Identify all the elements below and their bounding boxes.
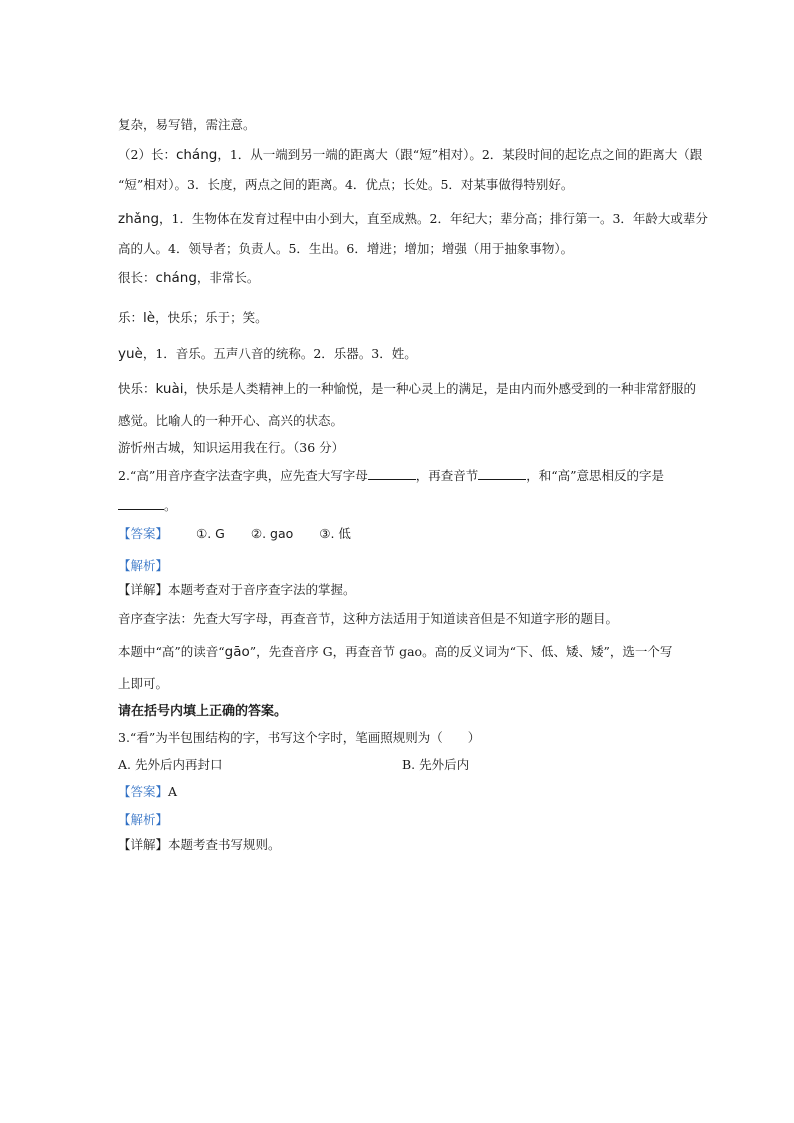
answer-tag: 【答案】 <box>118 526 169 541</box>
text-line <box>118 176 678 194</box>
text: 快乐： <box>118 381 156 396</box>
analysis-line <box>118 811 678 829</box>
text-line <box>118 380 697 398</box>
text: 音序查字法：先查大写字母，再查音节，这种方法适用于知道读音但是不知道字形的题目。 <box>118 611 619 626</box>
text: ，1．从一端到另一端的距离大（跟“短”相对）。2．某段时间的起讫点之间的距离大（跟 <box>217 147 703 162</box>
detail-tag: 【详解】 <box>118 837 169 852</box>
answer-blank[interactable] <box>118 497 164 510</box>
text: ，再查音节 <box>415 468 479 483</box>
option-b: B. 先外后内 <box>402 757 470 772</box>
text: ，快乐是人类精神上的一种愉悦，是一种心灵上的满足，是由内而外感受到的一种非常舒服的 <box>183 381 697 396</box>
answer-value: A <box>168 784 178 799</box>
text-line <box>118 116 678 134</box>
option-a: A. 先外后内再封口 <box>118 757 223 772</box>
text: ，非常长。 <box>196 270 260 285</box>
text: 复杂，易写错，需注意。 <box>118 117 256 132</box>
pinyin: cháng <box>155 270 197 286</box>
text-line <box>118 412 678 430</box>
answer-item: ①. G <box>196 526 225 541</box>
text: （2）长： <box>118 147 176 162</box>
analysis-tag: 【解析】 <box>118 812 169 827</box>
text-line <box>118 345 678 363</box>
detail-line <box>118 581 678 599</box>
text: ，1．生物体在发育过程中由小到大，直至成熟。2．年纪大；辈分高；排行第一。3．年龄大或辈分 <box>159 211 708 226</box>
detail-tag: 【详解】 <box>118 582 169 597</box>
answer-item: ②. gao <box>250 526 294 541</box>
options-line <box>118 756 678 774</box>
text: 上即可。 <box>118 676 169 691</box>
text-line <box>118 240 678 258</box>
section-heading <box>118 703 678 721</box>
pinyin: kuài <box>155 381 184 397</box>
answer-tag: 【答案】 <box>118 784 169 799</box>
answer-line <box>118 525 678 543</box>
text: 。 <box>164 498 177 513</box>
text: 本题考查书写规则。 <box>168 837 281 852</box>
text-line <box>118 269 678 287</box>
text-line <box>118 439 678 457</box>
answer-blank[interactable] <box>368 467 416 480</box>
text: 请在括号内填上正确的答案。 <box>118 704 288 719</box>
detail-line <box>118 836 678 854</box>
pinyin: zhǎng <box>118 211 160 227</box>
text-line <box>118 309 678 327</box>
answer-line <box>118 783 678 801</box>
answer-item: ③. 低 <box>319 526 351 541</box>
text-line <box>118 497 678 515</box>
analysis-line <box>118 557 678 575</box>
analysis-tag: 【解析】 <box>118 558 169 573</box>
pinyin: lè <box>143 310 156 326</box>
text: ，1．音乐。五声八音的统称。2．乐器。3．姓。 <box>142 346 417 361</box>
text: 2.“高”用音序查字法查字典，应先查大写字母 <box>118 468 368 483</box>
text: 很长： <box>118 270 156 285</box>
text-line <box>118 643 678 661</box>
text: 游忻州古城，知识运用我在行。（36 分） <box>118 440 345 455</box>
text: 本题中“高”的读音“ <box>118 644 225 659</box>
text-line <box>118 675 678 693</box>
answer-blank[interactable] <box>478 467 526 480</box>
text-line <box>118 610 678 628</box>
text: 3.“看”为半包围结构的字，书写这个字时，笔画照规则为（ ） <box>118 730 481 745</box>
text: ，快乐；乐于；笑。 <box>155 310 268 325</box>
text-line <box>118 210 708 228</box>
text: ”，先查音序 G，再查音节 gao。高的反义词为“下、低、矮、矮”，选一个写 <box>249 644 673 659</box>
text: “短”相对）。3．长度，两点之间的距离。4．优点；长处。5．对某事做得特别好。 <box>118 177 574 192</box>
text-line <box>118 146 703 164</box>
pinyin: cháng <box>175 147 218 163</box>
question-3 <box>118 729 678 747</box>
text: 高的人。4．领导者；负责人。5．生出。6．增进；增加；增强（用于抽象事物）。 <box>118 241 574 256</box>
text: 感觉。比喻人的一种开心、高兴的状态。 <box>118 413 344 428</box>
pinyin: yuè <box>118 346 143 362</box>
question-2 <box>118 467 678 485</box>
text: 本题考查对于音序查字法的掌握。 <box>168 582 356 597</box>
pinyin: gāo <box>224 644 250 660</box>
text: ，和“高”意思相反的字是 <box>526 468 665 483</box>
text: 乐： <box>118 310 144 325</box>
